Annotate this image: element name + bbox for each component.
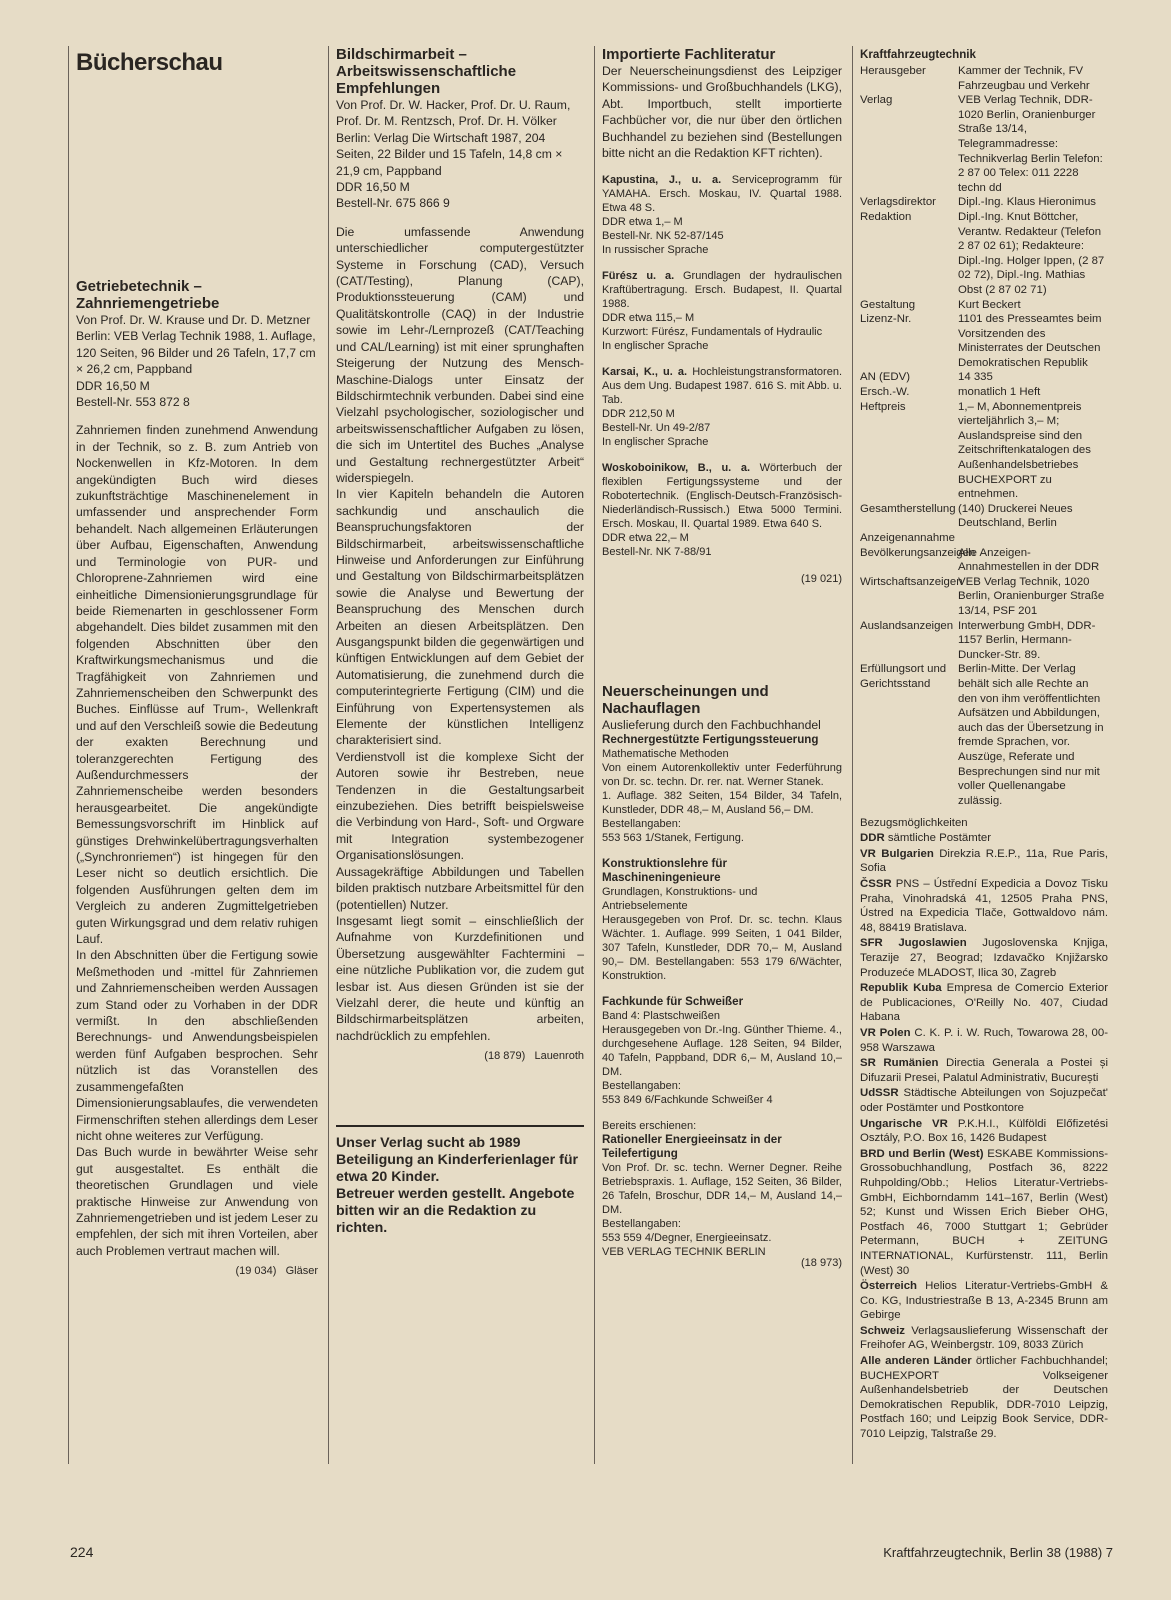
book-order: 553 849 6/Fachkunde Schweißer 4 — [602, 1094, 773, 1107]
bezug-country: VR Bulgarien — [860, 847, 934, 860]
bezug-text: PNS – Ústřední Expedicia a Dovoz Tisku Praha, Vinohradská 41, 12505 Praha PNS, Ústred na Expedicia Tlače, Gottwaldovo nám. 48, 88419 Bratislava. — [860, 878, 1108, 934]
book-entry — [602, 857, 842, 983]
import-entry-lang: In englischer Sprache — [602, 340, 709, 353]
bezug-entry — [860, 1026, 1108, 1055]
imprint-row — [860, 370, 1108, 385]
review-2-price: DDR 16,50 M — [336, 180, 410, 195]
imprint-key: Verlag — [860, 94, 893, 107]
import-entry-author: Woskoboinikow, B., u. a. — [602, 462, 751, 475]
review-1-text: Zahnriemen finden zunehmend Anwendung in der Technik, so z. B. zum Antrieb von Nockenwellen in Kfz-Motoren. In dem angekündigten Buch wird dieses zukunftsträchtige Maschinenelement in umfassender und ansprechender Form behandelt. Nach allgemeinen Erläuterungen über Aufbau, Eigenschaften, Anwendung und Terminologie von PUR- und Chloroprene-Zahnriemen wird eine einheitliche Dimensionierungsgrundlage für beide Riemenarten in geschlossener Form abgehandelt. Dies bildet zusammen mit den folgenden Abschnitten über den Kraftwirkungsmechanismus und die Tragfähigkeit von Zahnriemen und Zahnriemenscheiben den Schwerpunkt des Buches. Einflüsse auf Trum-, Wellenkraft und auf den Verschleiß sowie die Bedeutung der exakten Berechnung und toleranzgerechten Fertigung des Außendurchmessers der Zahnriemenscheibe werden besonders herausgearbeitet. Die angekündigte Bemessungsvorschrift im Hinblick auf günstiges Drehwinkelübertragungsverhalten („Synchronriemen“) ist hingegen für den Leser nicht so deutlich ersichtlich. Die folgenden Ausführungen gelten dem im Vergleich zu anderen Zugmittelgetrieben guten Wirkungsgrad und dem relativ ruhigen Lauf. — [76, 423, 318, 947]
import-entry-author: Kapustina, J., u. a. — [602, 174, 722, 187]
review-2-authors: Von Prof. Dr. W. Hacker, Prof. Dr. U. Raum, Prof. Dr. M. Rentzsch, Prof. Dr. H. Völker — [336, 98, 571, 129]
imprint-value: Kammer der Technik, FV Fahrzeugbau und Verkehr — [958, 65, 1090, 92]
review-1-title: Getriebetechnik – Zahnriemengetriebe — [76, 278, 220, 312]
new-section-title: Neuerscheinungen und Nachauflagen — [602, 682, 769, 717]
bezug-country: SR Rumänien — [860, 1057, 939, 1070]
import-entry-order: Bestell-Nr. NK 52-87/145 — [602, 230, 724, 243]
bezug-country: Alle anderen Länder — [860, 1355, 972, 1368]
imprint-value: VEB Verlag Technik, 1020 Berlin, Oranienburger Straße 13/14, PSF 201 — [958, 575, 1105, 617]
bezug-entry — [860, 847, 1108, 876]
imprint-key: Erfüllungsort und Gerichtsstand — [860, 663, 947, 690]
new-section-intro: Auslieferung durch den Fachbuchhandel — [602, 717, 821, 732]
bezug-country: ČSSR — [860, 878, 892, 891]
import-intro: Der Neuerscheinungsdienst des Leipziger Kommissions- und Großbuchhandels (LKG), Abt. Importbuch, stellt importierte Fachbücher vor, die nur über den örtlichen Buchhandel zu beziehen sind (Bestellungen bitte nicht an die Redaktion KFT richten). — [602, 64, 842, 161]
column-3 — [602, 46, 842, 1272]
imprint-key: Anzeigenannahme — [860, 532, 955, 544]
imprint-row — [860, 502, 1108, 531]
journal-footer: Kraftfahrzeugtechnik, Berlin 38 (1988) 7 — [883, 1545, 1113, 1560]
bezug-title: Bezugsmöglichkeiten — [860, 817, 968, 830]
book-subtitle: Band 4: Plastschweißen — [602, 1010, 721, 1023]
already-label: Bereits erschienen: — [602, 1120, 697, 1133]
bezug-text: Verlagsauslieferung Wissenschaft der Freihofer AG, Weinbergstr. 109, 8033 Zürich — [860, 1324, 1108, 1352]
imprint-row — [860, 385, 1108, 400]
imprint-title: Kraftfahrzeugtechnik — [860, 48, 976, 61]
imprint-value: 1101 des Presseamtes beim Vorsitzenden des Ministerrates der Deutschen Demokratischen Republik — [958, 313, 1102, 369]
imprint-row — [860, 93, 1108, 195]
bezug-entry — [860, 981, 1108, 1025]
bezug-text: ESKABE Kommissions-Grossobuchhandlung, Postfach 36, 8222 Ruhpolding/Obb.; Helios Literatur-Vertriebs-GmbH, Eichborndamm 141–167, Berlin (West) 52; Kunst und Wissen Erich Bieber OHG, Postfach 46, 7000 Stuttgart 1; Gebrüder Petermann, BUCH + ZEITUNG INTERNATIONAL, Kurfürstenstr. 111, Berlin (West) 30 — [860, 1147, 1109, 1277]
review-1-text3: Das Buch wurde in bewährter Weise sehr gut ausgestaltet. Es enthält die theoretischen Grundlagen und viele praktische Hinweise zur Anwendung von Zahnriemengetrieben und ist jedem Leser zu empfehlen, der sich mit ihren Vorteilen, aber auch Problemen vertraut machen will. — [76, 1145, 318, 1258]
imprint-key: Herausgeber — [860, 65, 926, 77]
imprint-key: Wirtschaftsanzeigen — [860, 575, 963, 588]
page-number: 224 — [70, 1544, 94, 1560]
bezug-country: SFR Jugoslawien — [860, 937, 967, 950]
review-1-authors: Von Prof. Dr. W. Krause und Dr. D. Metzner — [76, 313, 311, 327]
imprint-key: Heftpreis — [860, 400, 906, 413]
column-rule-3 — [594, 46, 595, 1464]
bezug-entry — [860, 1147, 1108, 1278]
imprint-value: Dipl.-Ing. Klaus Hieronimus — [958, 196, 1097, 209]
imprint-value: Dipl.-Ing. Knut Böttcher, Verantw. Redakteur (Telefon 2 87 02 61); Redakteure: Dipl.-Ing. Holger Ippen, (2 87 02 72), Dipl.-Ing. Mathias Obst (2 87 02 71) — [958, 210, 1105, 296]
import-entry-lang: In englischer Sprache — [602, 436, 709, 449]
imprint-key: Redaktion — [860, 210, 912, 223]
book-order-label: Bestellangaben: — [602, 818, 681, 831]
imprint-value: Kurt Beckert — [958, 298, 1021, 311]
import-entry-text: Hochleistungstransformatoren. Aus dem Ung. Budapest 1987. 616 S. mit Abb. u. Tab. — [602, 366, 842, 407]
import-entry-text: Serviceprogramm für YAMAHA. Ersch. Moskau, IV. Quartal 1988. Etwa 48 S. — [602, 174, 842, 215]
import-entry-price: DDR etwa 1,– M — [602, 216, 683, 229]
book-entry — [602, 733, 842, 845]
publisher-notice — [336, 1125, 584, 1237]
imprint-key: Lizenz-Nr. — [860, 313, 912, 326]
bezug-text: Helios Literatur-Vertriebs-GmbH & Co. KG, Industriestraße B 13, A-2345 Brunn am Gebirge — [860, 1280, 1108, 1322]
imprint-key: Bevölkerungsanzeigen — [860, 546, 976, 559]
book-body: Von einem Autorenkollektiv unter Federführung von Dr. sc. techn. Dr. rer. nat. Werner Stanek. — [602, 762, 842, 789]
book-entry — [602, 995, 842, 1107]
imprint-row — [860, 575, 1108, 619]
imprint-key: Auslandsanzeigen — [860, 619, 954, 632]
review-2-text4: Aussagekräftige Abbildungen und Tabellen bilden praktisch nutzbare Arbeitsmittel für den (potentiellen) Nutzer. — [336, 864, 584, 912]
imprint-value — [958, 531, 1108, 546]
review-2-text2: In vier Kapiteln behandeln die Autoren sachkundig und anschaulich die Beanspruchungsfaktoren der Bildschirmarbeit, arbeitswissenschaftliche Hinweise und Anforderungen zur Einführung und Gestaltung von Bildschirmarbeitsplätzen sowie die Analyse und Bewertung der Beanspruchung des Menschen durch Arbeiten an diesen Arbeitsplätzen. Den Ausgangspunkt bilden die gegenwärtigen und künftigen Entwicklungen auf dem Gebiet der Automatisierung, die zunehmend durch die computerintegrierte Fertigung (CIM) und die Einführung von Expertensystemen als Elemente der künstlichen Intelligenz charakterisiert sind. — [336, 487, 584, 748]
bezug-text: Jugoslovenska Knjiga, Terazije 27, Beograd; Izdavačko Knjižarsko Produzeće MLADOST, Ilica 30, Zagreb — [860, 937, 1108, 979]
imprint-row — [860, 619, 1108, 663]
bezug-text: Städtische Abteilungen von Sojuzpečat' oder Postämter und Postkontore — [860, 1087, 1108, 1114]
new-section-ref: (18 973) — [801, 1257, 842, 1270]
imprint-key: Ersch.-W. — [860, 386, 910, 399]
import-entry-price: DDR etwa 115,– M — [602, 312, 695, 325]
import-entry-price: DDR 212,50 M — [602, 408, 675, 421]
bezug-country: BRD und Berlin (West) — [860, 1147, 984, 1160]
bezug-text: P.K.H.I., Külföldi Előfizetési Osztály, P.O. Box 16, 1426 Budapest — [860, 1117, 1108, 1145]
imprint-row — [860, 400, 1108, 502]
bezug-country: Ungarische VR — [860, 1117, 948, 1130]
import-entry-order: Kurzwort: Fürész, Fundamentals of Hydraulic — [602, 326, 823, 339]
review-1-price: DDR 16,50 M — [76, 378, 150, 393]
review-2-text: Die umfassende Anwendung unterschiedlicher computergestützter Systeme in Forschung (CAD), Versuch (CAT/Testing), Planung (CAP), Produktionssteuerung (CAM) und Qualitätskontrolle (CAQ) in der Industrie sowie im Lehr-/Lernprozeß (CAT/Teaching und CAL/Learning) ist mit einer sprunghaften Steigerung der Nutzung des Mensch-Maschine-Dialogs unter Einsatz der Bildschirmtechnik verbunden. Dabei sind eine Vielzahl psychologischer, soziologischer und arbeitswissenschaftlicher Aufgaben zu lösen, die sich im Untertitel des Buches „Analyse und Gestaltung rechnergestützter Arbeit“ widerspiegeln. — [336, 224, 584, 485]
bezug-entry — [860, 831, 1108, 846]
imprint-key: Gesamtherstellung — [860, 502, 956, 515]
imprint-value: Interwerbung GmbH, DDR-1157 Berlin, Hermann-Duncker-Str. 89. — [958, 619, 1096, 661]
bezug-list — [860, 831, 1108, 1441]
book-4-order-label: Bestellangaben: — [602, 1218, 681, 1231]
column-4 — [860, 46, 1108, 1443]
import-entry-order: Bestell-Nr. NK 7-88/91 — [602, 546, 712, 559]
import-section-title: Importierte Fachliteratur — [602, 46, 776, 63]
bezug-text: örtlicher Fachbuchhandel; BUCHEXPORT Volkseigener Außenhandelsbetrieb der Deutschen Demokratischen Republik, DDR-7010 Leipzig, Postfach 160; und Leipzig Book Service, DDR-7010 Leipzig, Talstraße 29. — [860, 1355, 1108, 1441]
column-rule-2 — [328, 46, 329, 1464]
page-title: Bücherschau — [76, 49, 223, 76]
book-order: 553 563 1/Stanek, Fertigung. — [602, 832, 744, 845]
imprint-row — [860, 298, 1108, 313]
imprint-key: AN (EDV) — [860, 371, 910, 384]
review-1-text2: In den Abschnitten über die Fertigung sowie Meßmethoden und -mittel für Zahnriemen und Zahnriemenscheiben werden Aussagen zum Stand oder zu Vorhaben in der DDR vermißt. In den abschließenden Berechnungs- und Anwendungsbeispielen werden fünf Aufgaben besprochen. Sehr nützlich ist das Voranstellen des zusammengefaßten Dimensionierungsablaufes, die verwendeten Firmenschriften stehen allerdings dem Leser nicht ohne weiteres zur Verfügung. — [76, 948, 318, 1143]
import-entry-title — [602, 173, 842, 215]
book-subtitle: Mathematische Methoden — [602, 748, 729, 761]
column-1 — [76, 46, 318, 1280]
bezug-entry — [860, 1056, 1108, 1085]
imprint-row — [860, 531, 1108, 546]
bezug-entry — [860, 877, 1108, 935]
bezug-country: Schweiz — [860, 1324, 905, 1337]
bezug-text: Directia Generala a Postei și Difuzarii Presei, Palatul Administrativ, București — [860, 1057, 1108, 1084]
bezug-text: C. K. P. i. W. Ruch, Towarowa 28, 00-958 Warszawa — [860, 1027, 1108, 1054]
import-entry-text: Grundlagen der hydraulischen Kraftübertragung. Ersch. Budapest, II. Quartal 1988. — [602, 270, 842, 311]
imprint-table — [860, 64, 1108, 808]
import-entry — [602, 365, 842, 449]
imprint-value: Alle Anzeigen-Annahmestellen in der DDR — [958, 546, 1100, 574]
import-entry — [602, 173, 842, 257]
import-entry-title — [602, 365, 842, 407]
bezug-entry — [860, 1354, 1108, 1442]
book-4-body: Von Prof. Dr. sc. techn. Werner Degner. Reihe Betriebspraxis. 1. Auflage, 152 Seiten, 36 Bilder, 26 Tafeln, Broschur, DDR 14,– M, Ausland 14,– DM. — [602, 1162, 842, 1217]
book-body: Herausgegeben von Dr.-Ing. Günther Thieme. 4., durchgesehene Auflage. 128 Seiten, 94 Bilder, 40 Tafeln, Pappband, DDR 6,– M, Ausland 10,– DM. — [602, 1024, 842, 1079]
import-entry-price: DDR etwa 22,– M — [602, 532, 689, 545]
bezug-country: VR Polen — [860, 1027, 911, 1039]
import-entry-lang: In russischer Sprache — [602, 244, 709, 257]
bezug-country: DDR — [860, 832, 885, 845]
review-1-order: Bestell-Nr. 553 872 8 — [76, 395, 190, 410]
bezug-country: Österreich — [860, 1280, 917, 1293]
imprint-value: VEB Verlag Technik, DDR-1020 Berlin, Oranienburger Straße 13/14, Telegrammadresse: Technikverlag Berlin Telefon: 2 87 00 Telex: 011 2228 techn dd — [958, 94, 1103, 194]
imprint-row — [860, 312, 1108, 370]
imprint-row — [860, 546, 1108, 575]
bezug-country: UdSSR — [860, 1087, 899, 1100]
notice-line-1: Unser Verlag sucht ab 1989 Beteiligung an Kinderferienlager für etwa 20 Kinder. — [336, 1134, 579, 1185]
imprint-value: 14 335 — [958, 371, 993, 384]
bezug-entry — [860, 1324, 1108, 1353]
book-4-order: 553 559 4/Degner, Energieeinsatz. — [602, 1232, 772, 1245]
bezug-text: sämtliche Postämter — [884, 832, 992, 845]
book-4-title: Rationeller Energieeinsatz in der Teilefertigung — [602, 1133, 782, 1161]
book-title: Fachkunde für Schweißer — [602, 995, 744, 1009]
imprint-value: (140) Druckerei Neues Deutschland, Berlin — [958, 502, 1073, 530]
publisher-line: VEB VERLAG TECHNIK BERLIN — [602, 1246, 766, 1259]
book-body: Herausgegeben von Prof. Dr. sc. techn. Klaus Wächter. 1. Auflage. 999 Seiten, 1 041 Bilder, 307 Tafeln, Kunstleder, DDR 70,– M, Ausland 90,– DM. Bestellangaben: 553 179 6/Wächter, Konstruktion. — [602, 914, 842, 983]
import-entry-author: Fürész u. a. — [602, 270, 675, 283]
import-ref: (19 021) — [801, 573, 842, 586]
column-rule-1 — [68, 46, 69, 1464]
bezug-text: Empresa de Comercio Exterior de Publicaciones, O'Reilly No. 407, Ciudad Habana — [860, 982, 1109, 1024]
imprint-row — [860, 195, 1108, 210]
book-subtitle: Grundlagen, Konstruktions- und Antriebselemente — [602, 886, 758, 913]
import-entry — [602, 269, 842, 353]
book-details: 1. Auflage. 382 Seiten, 154 Bilder, 34 Tafeln, Kunstleder, DDR 48,– M, Ausland 56,– DM. — [602, 790, 842, 817]
import-list — [602, 173, 842, 559]
imprint-row — [860, 64, 1108, 93]
import-entry-author: Karsai, K., u. a. — [602, 366, 688, 379]
bezug-entry — [860, 1086, 1108, 1115]
bezug-entry — [860, 936, 1108, 980]
imprint-row — [860, 210, 1108, 298]
import-entry-text: Wörterbuch der flexiblen Fertigungssysteme und der Robotertechnik. (Englisch-Deutsch-Französisch-Niederländisch-Russisch.) Etwa 5000 Termini. Ersch. Moskau, II. Quartal 1989. Etwa 640 S. — [602, 462, 842, 531]
imprint-value: Berlin-Mitte. Der Verlag behält sich alle Rechte an den von ihm veröffentlichten Aufsätzen und Abbildungen, auch das der Übersetzung in fremde Sprachen, vor. Auszüge, Referate und Besprechungen sind nur mit voller Quellenangabe zulässig. — [958, 663, 1104, 807]
review-2-title: Bildschirmarbeit – Arbeitswissenschaftliche Empfehlungen — [336, 46, 517, 97]
imprint-row — [860, 662, 1108, 808]
imprint-value: monatlich 1 Heft — [958, 386, 1041, 399]
import-entry-title — [602, 269, 842, 311]
imprint-key: Verlagsdirektor — [860, 196, 936, 209]
bezug-country: Republik Kuba — [860, 982, 942, 995]
review-2-text3: Verdienstvoll ist die komplexe Sicht der Autoren sowie ihr Bestreben, neue Tendenzen in die Gestaltungsarbeit einzubeziehen. Dies betrifft beispielsweise die Verbindung von Hard-, Soft- und Orgware mit Integration systembezogener Organisationslösungen. — [336, 749, 584, 863]
imprint-value: 1,– M, Abonnementpreis vierteljährlich 3,– M; Auslandspreise sind den Zeitschriftenkatalogen des Außenhandelsbetriebes BUCHEXPORT zu entnehmen. — [958, 400, 1091, 501]
review-2-publisher: Berlin: Verlag Die Wirtschaft 1987, 204 Seiten, 22 Bilder und 15 Tafeln, 14,8 cm × 21,9 cm, Pappband — [336, 130, 563, 178]
review-2-signature: (18 879) Lauenroth — [484, 1050, 584, 1063]
book-order-label: Bestellangaben: — [602, 1080, 681, 1093]
review-2-order: Bestell-Nr. 675 866 9 — [336, 196, 450, 211]
notice-line-2: Betreuer werden gestellt. Angebote bitten wir an die Redaktion zu richten. — [336, 1185, 575, 1236]
import-entry — [602, 461, 842, 559]
book-title: Konstruktionslehre für Maschineningenieure — [602, 857, 727, 885]
import-entry-order: Bestell-Nr. Un 49-2/87 — [602, 422, 711, 435]
import-entry-title — [602, 461, 842, 531]
bezug-text: Direkzia R.E.P., 11a, Rue Paris, Sofia — [860, 847, 1108, 875]
book-list — [602, 733, 842, 1107]
book-title: Rechnergestützte Fertigungssteuerung — [602, 733, 819, 747]
bezug-entry — [860, 1117, 1108, 1146]
review-1-publisher: Berlin: VEB Verlag Technik 1988, 1. Auflage, 120 Seiten, 96 Bilder und 26 Tafeln, 17,7 cm × 26,2 cm, Pappband — [76, 329, 316, 377]
bezug-entry — [860, 1279, 1108, 1323]
review-1-signature: (19 034) Gläser — [235, 1265, 318, 1278]
review-2-text5: Insgesamt liegt somit – einschließlich der Aufnahme von Kurzdefinitionen und Übersetzung ausgewählter Fachtermini – eine nützliche Publikation vor, die zudem gut lesbar ist. Aus diesen Gründen ist sie der Vielzahl derer, die heute und künftig an Bildschirmarbeitsplätzen arbeiten, nachdrücklich zu empfehlen. — [336, 913, 584, 1043]
column-rule-4 — [852, 46, 853, 1464]
imprint-key: Gestaltung — [860, 298, 916, 311]
column-2 — [336, 46, 584, 1237]
